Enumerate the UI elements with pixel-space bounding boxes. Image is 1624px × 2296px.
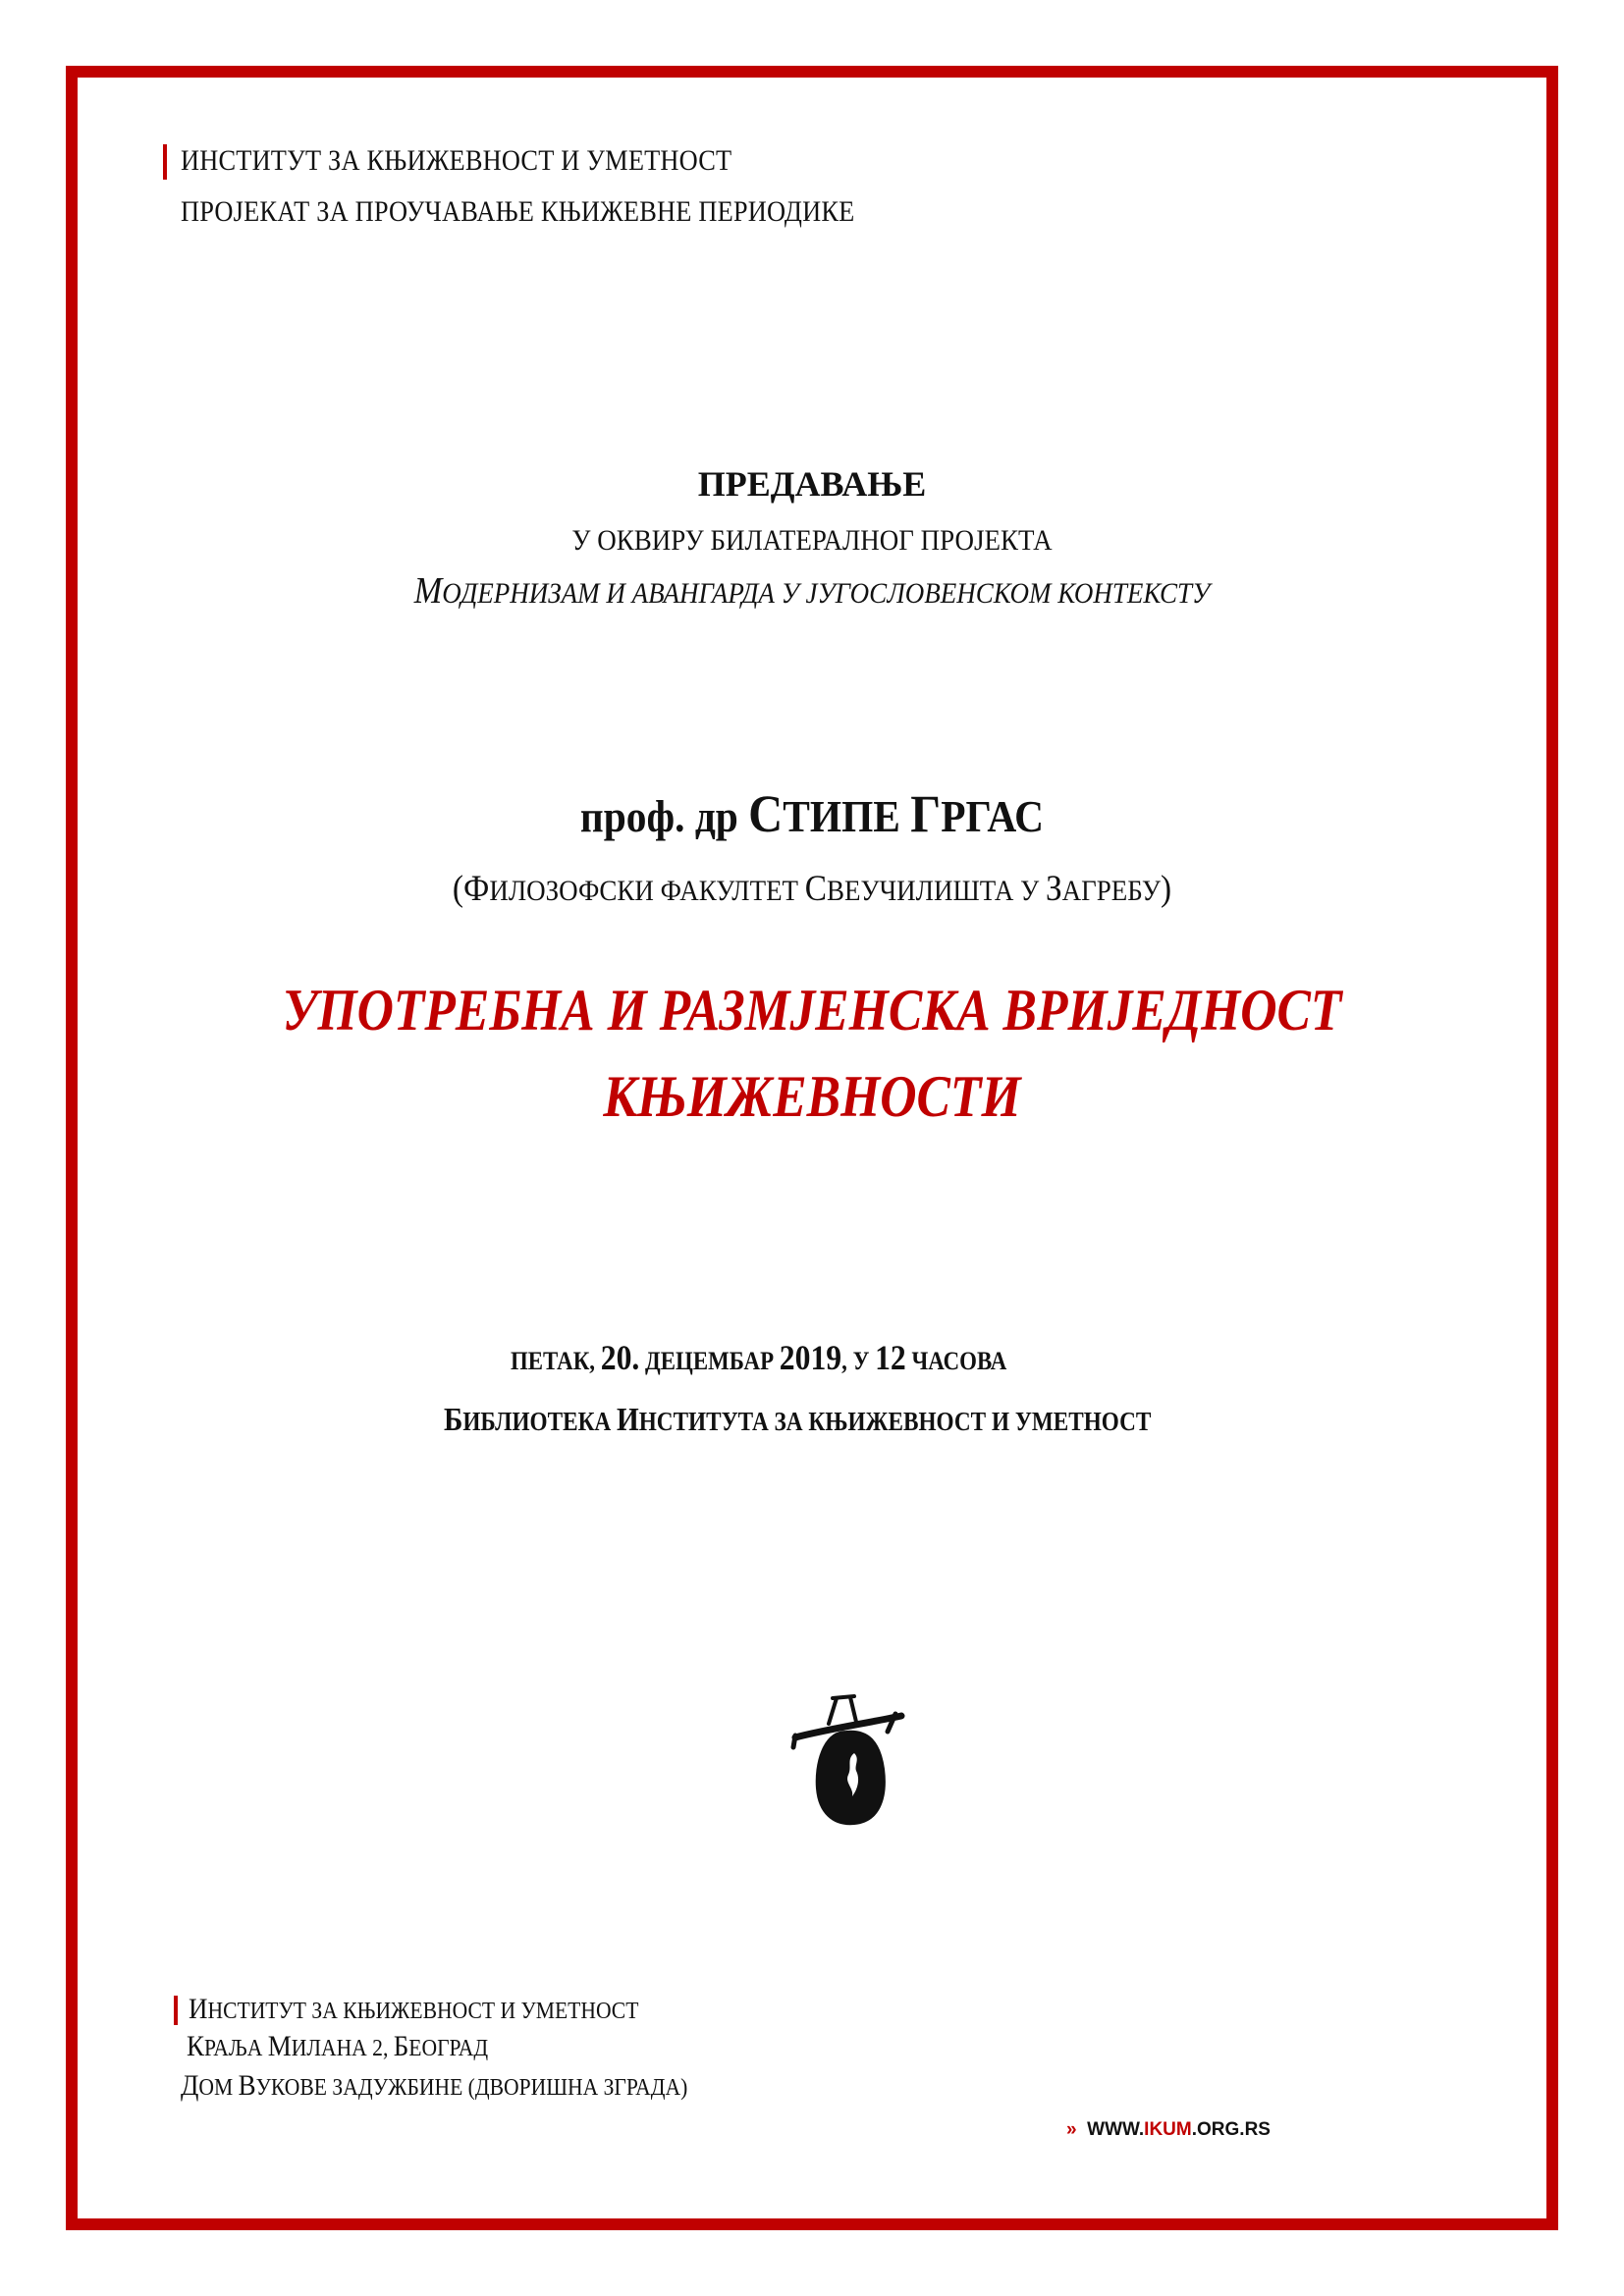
footer-initial: К	[187, 2030, 205, 2062]
project-name-initial: М	[413, 570, 443, 612]
footer-accent-bar	[174, 1996, 178, 2025]
aff-initial: Ф	[463, 869, 490, 909]
schedule-month: ДЕЦЕМБАР	[639, 1347, 780, 1375]
aff-text: АГРЕБУ	[1061, 875, 1161, 907]
speaker-first-initial: С	[748, 784, 784, 843]
double-chevron-right-icon: »	[1066, 2119, 1077, 2140]
footer-initial: М	[267, 2030, 292, 2062]
schedule-hour: 12	[875, 1338, 906, 1377]
schedule-year: 2019	[779, 1338, 842, 1377]
venue	[444, 1402, 1151, 1439]
schedule-date: 20.	[600, 1338, 640, 1377]
aff-paren-close: )	[1160, 869, 1172, 909]
website-prefix: WWW.	[1087, 2119, 1145, 2140]
aff-text: ИЛОЗОФСКИ ФАКУЛТЕТ	[489, 875, 805, 907]
footer-initial: Д	[181, 2069, 199, 2102]
venue-initial: И	[616, 1402, 639, 1438]
footer-text: УКОВЕ ЗАДУЖБИНЕ (ДВОРИШНА ЗГРАДА)	[255, 2075, 688, 2101]
lecture-title-line1: УПОТРЕБНА И РАЗМЈЕНСКА ВРИЈЕДНОСТ	[282, 978, 1342, 1042]
schedule-day: ПЕТАК,	[511, 1347, 601, 1375]
lecture-title-line2: КЊИЖЕВНОСТИ	[603, 1064, 1021, 1129]
schedule-datetime	[511, 1337, 1006, 1378]
website-suffix: .ORG.RS	[1191, 2119, 1271, 2140]
footer-text: ОМ	[198, 2075, 239, 2101]
footer-text: ЕОГРАД	[408, 2036, 489, 2061]
speaker-last-rest: РГАС	[941, 791, 1045, 841]
venue-text: НСТИТУТА ЗА КЊИЖЕВНОСТ И УМЕТНОСТ	[638, 1407, 1152, 1436]
header-accent-bar	[163, 144, 167, 180]
venue-initial: Б	[444, 1402, 463, 1438]
aff-initial: З	[1045, 869, 1062, 909]
aff-paren-open: (	[452, 869, 464, 909]
speaker-title: проф. др	[579, 791, 749, 841]
speaker-first-rest: ТИПЕ	[783, 791, 911, 841]
project-name	[81, 569, 1543, 613]
website-link[interactable]	[1066, 2119, 1271, 2141]
aff-initial: С	[804, 869, 828, 909]
schedule-hours-word: ЧАСОВА	[905, 1347, 1007, 1375]
footer-initial: В	[238, 2069, 256, 2102]
venue-text: ИБЛИОТЕКА	[462, 1407, 617, 1436]
footer-initial: И	[189, 1993, 208, 2025]
aff-text: ВЕУЧИЛИШТА У	[827, 875, 1046, 907]
project-name-rest: ОДЕРНИЗАМ И АВАНГАРДА У ЈУГОСЛОВЕНСКОМ КОНТЕКСТУ	[442, 577, 1211, 610]
page-border-frame	[66, 66, 1558, 2230]
event-context: У ОКВИРУ БИЛАТЕРАЛНОГ ПРОЈЕКТА	[571, 524, 1053, 557]
header-project: ПРОЈЕКАТ ЗА ПРОУЧАВАЊЕ КЊИЖЕВНЕ ПЕРИОДИКЕ	[181, 195, 855, 228]
footer-text: РАЉА	[204, 2036, 268, 2061]
ikum-logo-icon	[785, 1686, 908, 1829]
schedule-sep: , У	[841, 1347, 876, 1375]
website-highlight: IKUM	[1144, 2119, 1192, 2140]
footer-building	[181, 2069, 687, 2103]
event-type-heading: ПРЕДАВАЊЕ	[697, 464, 927, 504]
speaker-last-initial: Г	[910, 784, 942, 843]
footer-address	[187, 2030, 488, 2063]
footer-text: НСТИТУТ ЗА КЊИЖЕВНОСТ И УМЕТНОСТ	[207, 1999, 639, 2024]
footer-initial: Б	[393, 2030, 409, 2062]
header-institute: ИНСТИТУТ ЗА КЊИЖЕВНОСТ И УМЕТНОСТ	[181, 144, 732, 177]
speaker-affiliation	[81, 868, 1543, 910]
speaker-name	[81, 783, 1543, 844]
footer-institute	[189, 1993, 638, 2026]
footer-text: ИЛАНА 2,	[291, 2036, 394, 2061]
